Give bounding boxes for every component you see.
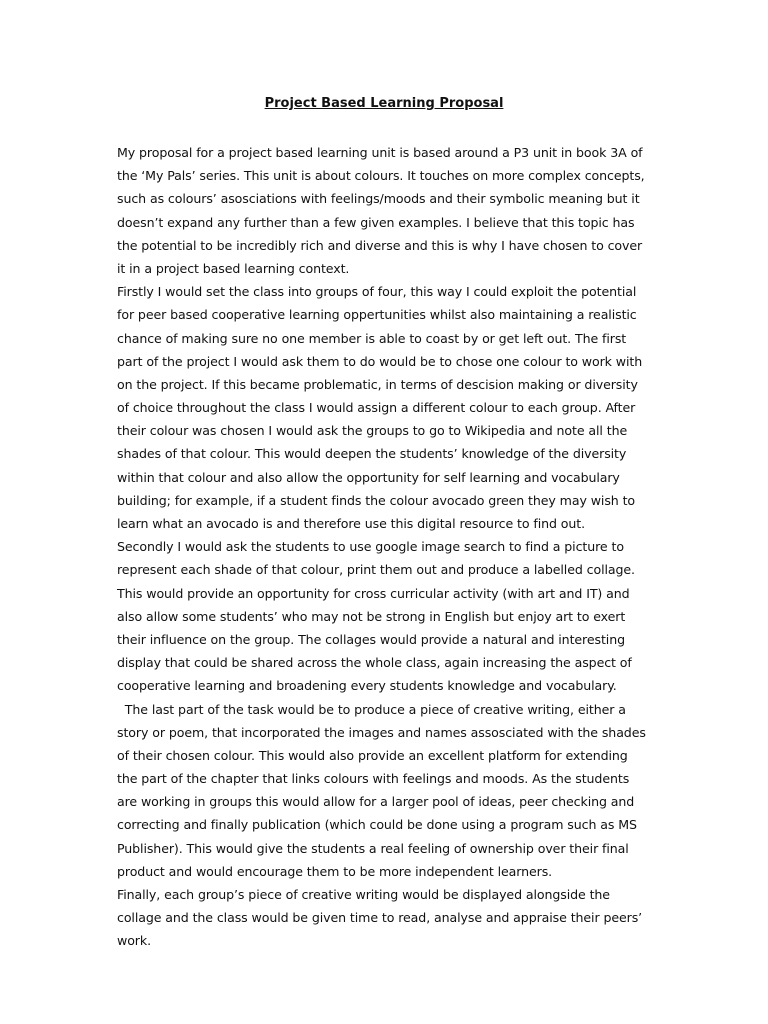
body-line: represent each shade of that colour, print them out and produce a labelled collage.	[117, 562, 635, 578]
body-line: for peer based cooperative learning oppertunities whilst also maintaining a realistic	[117, 307, 637, 323]
body-line: This would provide an opportunity for cross curricular activity (with art and IT) and	[117, 585, 630, 601]
body-line: the ‘My Pals’ series. This unit is about colours. It touches on more complex concepts,	[117, 168, 645, 184]
body-line: it in a project based learning context.	[117, 260, 350, 276]
document-body	[117, 141, 677, 953]
body-line: part of the project I would ask them to do would be to chose one colour to work with	[117, 353, 643, 369]
body-line: work.	[117, 933, 151, 949]
body-line: within that colour and also allow the opportunity for self learning and vocabulary	[117, 469, 620, 485]
body-line: collage and the class would be given time to read, analyse and appraise their peers’	[117, 910, 643, 926]
body-line: are working in groups this would allow for a larger pool of ideas, peer checking and	[117, 794, 635, 810]
body-line: cooperative learning and broadening every students knowledge and vocabulary.	[117, 678, 617, 694]
body-line: product and would encourage them to be more independent learners.	[117, 863, 553, 879]
body-line: of choice throughout the class I would assign a different colour to each group. After	[117, 400, 636, 416]
body-line: correcting and finally publication (which could be done using a program such as MS	[117, 817, 637, 833]
body-line: shades of that colour. This would deepen the students’ knowledge of the diversity	[117, 446, 627, 462]
body-line: their influence on the group. The collages would provide a natural and interesting	[117, 631, 625, 647]
body-line: doesn’t expand any further than a few given examples. I believe that this topic has	[117, 214, 635, 230]
body-line: My proposal for a project based learning unit is based around a P3 unit in book 3A of	[117, 145, 643, 160]
body-line: Firstly I would set the class into groups of four, this way I could exploit the potential	[117, 284, 637, 300]
body-line: of their chosen colour. This would also provide an excellent platform for extending	[117, 747, 628, 763]
body-line: such as colours’ asosciations with feelings/moods and their symbolic meaning but it	[117, 191, 640, 207]
body-line: Secondly I would ask the students to use google image search to find a picture to	[117, 539, 624, 555]
body-line: building; for example, if a student finds the colour avocado green they may wish to	[117, 492, 636, 508]
body-line: also allow some students’ who may not be strong in English but enjoy art to exert	[117, 608, 626, 624]
body-line: Finally, each group’s piece of creative writing would be displayed alongside the	[117, 887, 610, 902]
body-line: Publisher). This would give the students a real feeling of ownership over their final	[117, 840, 629, 856]
document-title: Project Based Learning Proposal	[264, 96, 504, 111]
body-line: the part of the chapter that links colours with feelings and moods. As the students	[117, 771, 630, 787]
body-line: the potential to be incredibly rich and diverse and this is why I have chosen to cover	[117, 237, 643, 253]
body-line: display that could be shared across the whole class, again increasing the aspect of	[117, 655, 632, 671]
body-line: on the project. If this became problematic, in terms of descision making or diversity	[117, 376, 638, 392]
body-line: their colour was chosen I would ask the groups to go to Wikipedia and note all the	[117, 423, 628, 439]
body-line: learn what an avocado is and therefore use this digital resource to find out.	[117, 516, 586, 531]
body-line: The last part of the task would be to produce a piece of creative writing, either a	[117, 701, 626, 717]
body-line: chance of making sure no one member is able to coast by or get left out. The first	[117, 330, 627, 346]
body-line: story or poem, that incorporated the images and names assosciated with the shades	[117, 724, 646, 740]
